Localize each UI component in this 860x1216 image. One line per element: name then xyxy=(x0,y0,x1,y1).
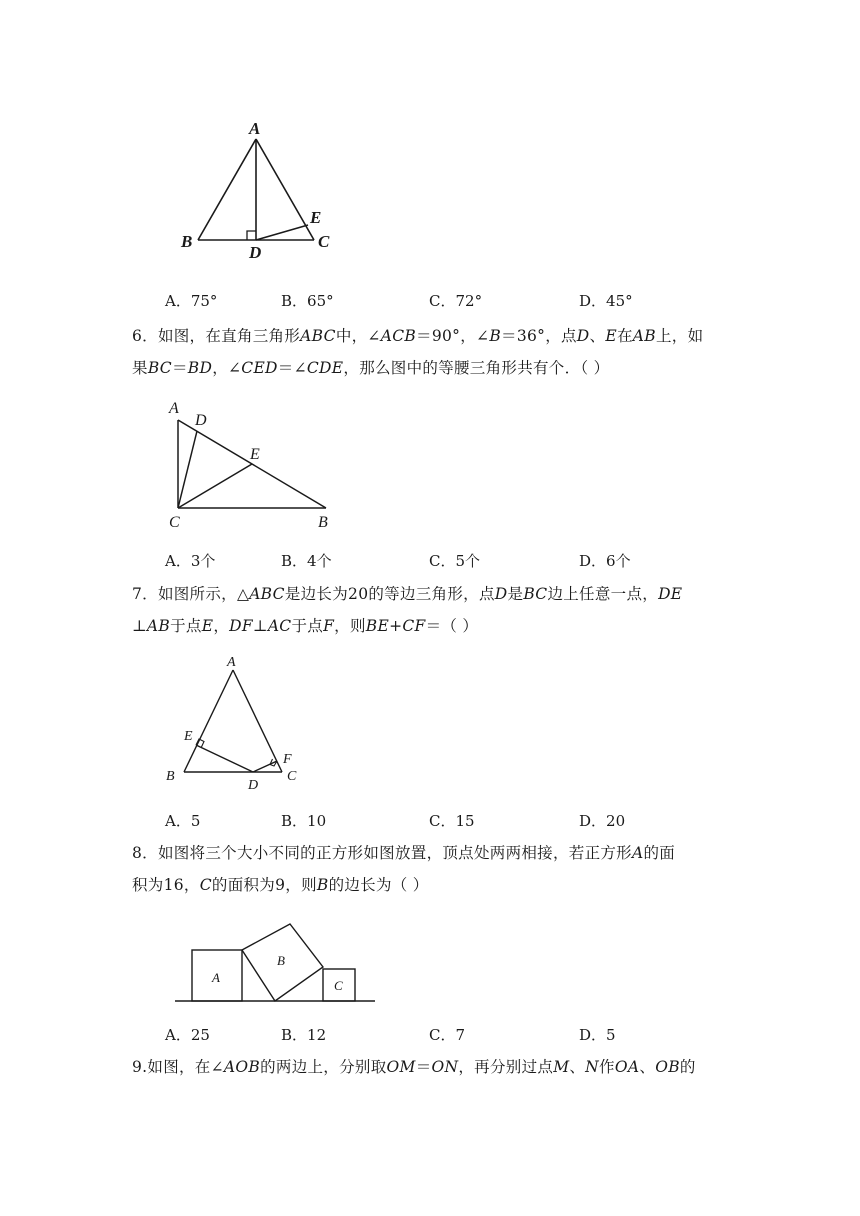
q6-stem xyxy=(132,320,732,384)
q7-figure xyxy=(160,650,320,795)
q7-label-a: A xyxy=(227,655,236,670)
q5-label-e: E xyxy=(310,208,322,227)
q9-stem xyxy=(132,1051,732,1083)
q7-option-b[interactable]: B．10 xyxy=(281,812,327,830)
q7-stem xyxy=(132,578,732,642)
q5-option-b[interactable]: B．65° xyxy=(281,292,334,310)
q8-figure xyxy=(170,915,380,1010)
q8-label-c: C xyxy=(334,978,343,993)
q7-label-e: E xyxy=(184,729,193,744)
q6-options xyxy=(165,550,725,574)
q8-option-b[interactable]: B．12 xyxy=(281,1026,327,1044)
q7-line-2: ⊥AB于点E，DF⊥AC于点F，则BE+CF＝（ ） xyxy=(132,617,479,635)
q7-equilateral-triangle-diagram xyxy=(160,650,320,795)
q6-label-a: A xyxy=(169,400,179,417)
q8-three-squares-diagram xyxy=(170,915,380,1010)
q5-label-c: C xyxy=(318,232,330,251)
q5-option-a[interactable]: A．75° xyxy=(165,292,218,310)
q7-option-d[interactable]: D．20 xyxy=(579,812,626,830)
q7-line-1: 7．如图所示，△ABC是边长为20的等边三角形，点D是BC边上任意一点，DE xyxy=(132,585,683,603)
q6-label-c: C xyxy=(169,514,180,531)
q7-option-c[interactable]: C．15 xyxy=(429,812,475,830)
q6-line-2: 果BC＝BD，∠CED＝∠CDE，那么图中的等腰三角形共有个．（ ） xyxy=(132,359,610,377)
q6-option-a[interactable]: A．3个 xyxy=(165,552,216,570)
q8-options xyxy=(165,1024,725,1048)
q8-option-c[interactable]: C．7 xyxy=(429,1026,466,1044)
q6-label-d: D xyxy=(195,412,207,429)
q5-options xyxy=(165,290,725,314)
q8-line-2: 积为16，C的面积为9，则B的边长为（ ） xyxy=(132,876,429,894)
q6-line-1: 6．如图，在直角三角形ABC中，∠ACB＝90°，∠B＝36°，点D、E在AB上，如 xyxy=(132,327,704,345)
q5-triangle-diagram xyxy=(170,115,350,260)
q6-option-c[interactable]: C．5个 xyxy=(429,552,481,570)
q6-option-b[interactable]: B．4个 xyxy=(281,552,332,570)
q7-label-c: C xyxy=(287,769,297,784)
q8-label-b: B xyxy=(277,953,285,968)
q7-options xyxy=(165,810,725,834)
q5-label-d: D xyxy=(249,243,262,262)
q7-option-a[interactable]: A．5 xyxy=(165,812,201,830)
q8-option-d[interactable]: D．5 xyxy=(579,1026,616,1044)
q6-label-e: E xyxy=(250,446,260,463)
q7-label-b: B xyxy=(166,769,175,784)
q6-right-triangle-diagram xyxy=(160,395,350,535)
q8-stem xyxy=(132,837,732,901)
q9-line-1: 9.如图，在∠AOB的两边上，分别取OM＝ON，再分别过点M、N作OA、OB的 xyxy=(132,1058,696,1076)
q5-option-c[interactable]: C．72° xyxy=(429,292,483,310)
q8-line-1: 8．如图将三个大小不同的正方形如图放置，顶点处两两相接，若正方形A的面 xyxy=(132,844,676,862)
q5-label-b: B xyxy=(181,232,193,251)
q8-label-a: A xyxy=(212,970,220,985)
q7-label-d: D xyxy=(248,778,259,793)
q6-figure xyxy=(160,395,350,535)
q6-option-d[interactable]: D．6个 xyxy=(579,552,631,570)
q6-label-b: B xyxy=(318,514,328,531)
q5-option-d[interactable]: D．45° xyxy=(579,292,633,310)
q5-label-a: A xyxy=(249,119,261,138)
q5-figure xyxy=(170,115,350,260)
q8-option-a[interactable]: A．25 xyxy=(165,1026,210,1044)
q7-label-f: F xyxy=(283,752,292,767)
